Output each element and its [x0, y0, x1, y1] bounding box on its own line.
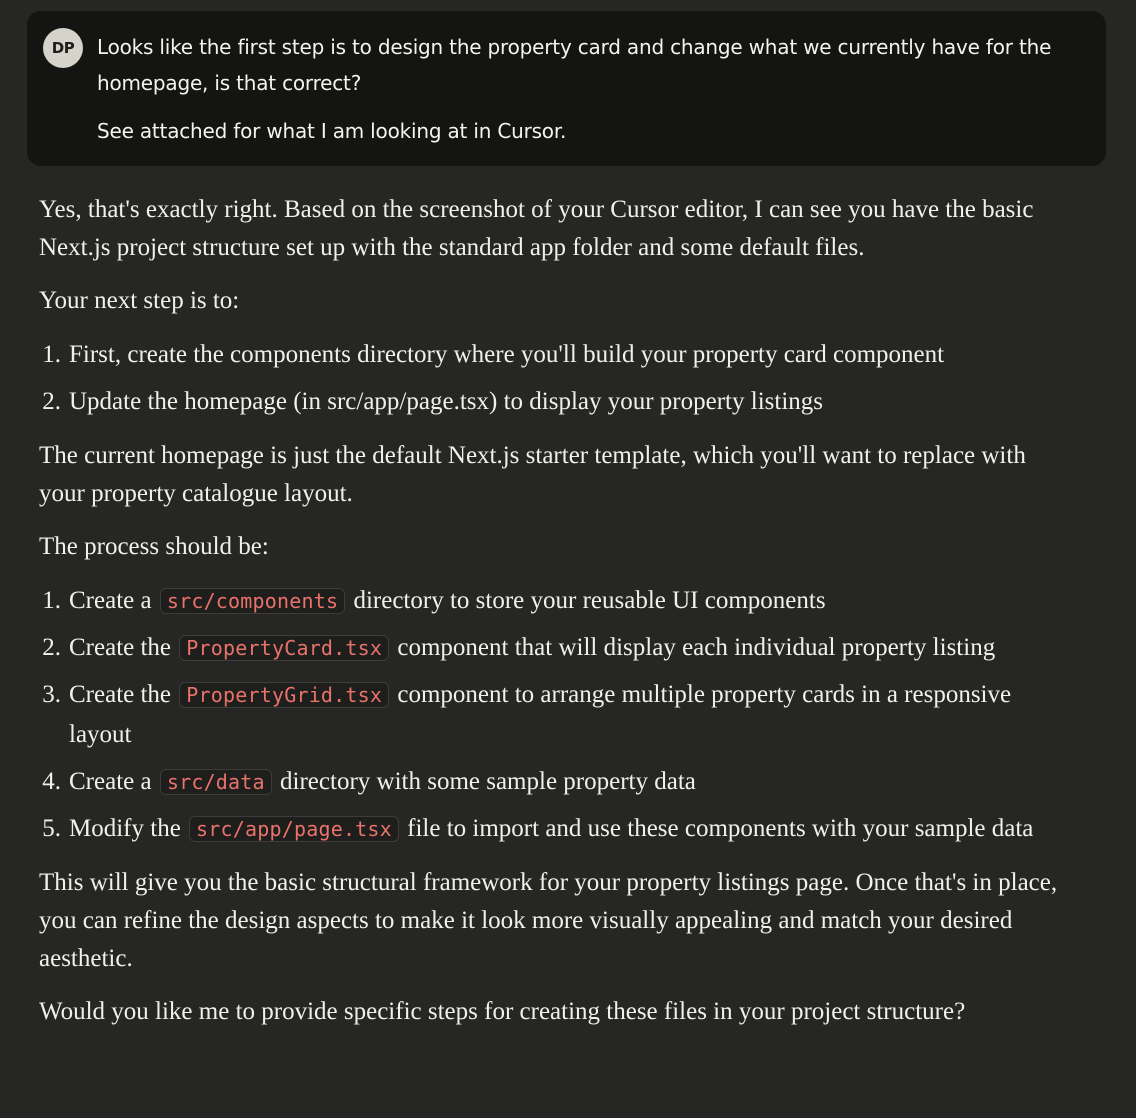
list-number: 5.: [42, 815, 61, 842]
list-number: 2.: [42, 388, 61, 415]
assistant-intro: Yes, that's exactly right. Based on the screenshot of your Cursor editor, I can see you have the basic Next.js project structure set up with the standard app folder and some default files.: [39, 196, 1034, 261]
list-item: [39, 335, 1069, 375]
list-item: [39, 675, 1069, 755]
step-text-after: file to import and use these components with your sample data: [407, 815, 1034, 842]
current-homepage-note: The current homepage is just the default Next.js starter template, which you'll want to replace with your property catalogue layout.: [39, 442, 1026, 507]
user-message-text: [97, 29, 1057, 149]
process-steps-list: [39, 581, 1069, 849]
inline-code: src/data: [160, 769, 272, 795]
next-step-heading: Your next step is to:: [39, 287, 240, 314]
step-text-before: Create the: [69, 681, 172, 708]
list-item-text: First, create the components directory where you'll build your property card component: [69, 341, 945, 368]
user-message-paragraph: Looks like the first step is to design the property card and change what we currently have for the homepage, is that correct?: [97, 35, 1052, 95]
list-number: 4.: [42, 768, 61, 795]
step-text-after: component that will display each individual property listing: [397, 634, 996, 661]
user-message-bubble: [27, 11, 1106, 166]
step-text-after: directory with some sample property data: [280, 768, 696, 795]
list-number: 2.: [42, 634, 61, 661]
process-heading: The process should be:: [39, 533, 269, 560]
step-text-after: directory to store your reusable UI components: [353, 587, 826, 614]
list-number: 3.: [42, 681, 61, 708]
list-item: [39, 762, 1069, 802]
inline-code: PropertyGrid.tsx: [179, 682, 389, 708]
closing-question: Would you like me to provide specific steps for creating these files in your project structure?: [39, 998, 966, 1025]
inline-code: src/app/page.tsx: [189, 816, 399, 842]
framework-note: This will give you the basic structural framework for your property listings page. Once that's in place, you can refine the design aspects to make it look more visually appealing and match your desired aesthetic.: [39, 869, 1058, 972]
list-item-text: Update the homepage (in src/app/page.tsx) to display your property listings: [69, 388, 823, 415]
step-text-before: Create a: [69, 768, 152, 795]
user-message-paragraph: See attached for what I am looking at in Cursor.: [97, 119, 567, 143]
list-item: [39, 628, 1069, 668]
next-steps-list: [39, 335, 1069, 422]
step-text-before: Create the: [69, 634, 172, 661]
list-number: 1.: [42, 341, 61, 368]
list-item: [39, 581, 1069, 621]
step-text-before: Modify the: [69, 815, 181, 842]
list-number: 1.: [42, 587, 61, 614]
assistant-message: [39, 191, 1069, 1046]
list-item: [39, 382, 1069, 422]
user-avatar: DP: [43, 28, 83, 68]
step-text-before: Create a: [69, 587, 152, 614]
inline-code: src/components: [160, 588, 345, 614]
inline-code: PropertyCard.tsx: [179, 635, 389, 661]
step-text-after: component to arrange multiple property cards in a responsive layout: [69, 681, 1012, 748]
list-item: [39, 809, 1069, 849]
